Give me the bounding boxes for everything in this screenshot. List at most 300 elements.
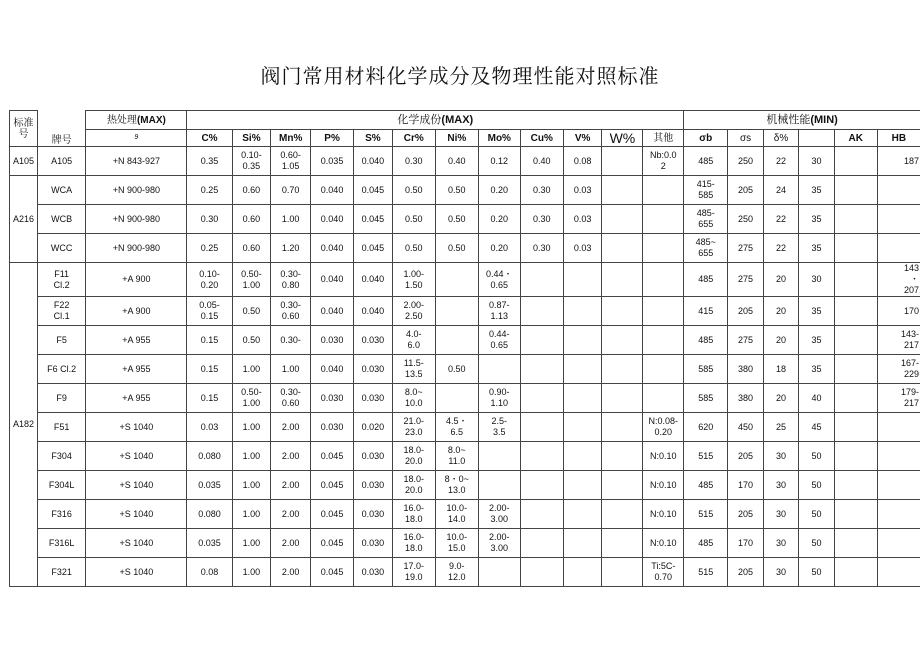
col-header: HB — [877, 130, 920, 147]
cell-cu — [520, 384, 563, 413]
cell-w — [602, 205, 643, 234]
cell-d: 22 — [763, 234, 798, 263]
cell-s: 0.045 — [354, 176, 393, 205]
cell-si: 0.50- 1.00 — [232, 263, 271, 297]
cell-heat: +A 955 — [86, 355, 187, 384]
cell-hb — [877, 205, 920, 234]
cell-ak — [834, 263, 877, 297]
cell-d: 22 — [763, 147, 798, 176]
table-row — [10, 326, 920, 355]
cell-ss: 205 — [728, 558, 763, 587]
cell-si: 0.60 — [232, 205, 271, 234]
cell-d: 30 — [763, 558, 798, 587]
cell-w — [602, 234, 643, 263]
cell-grade: F321 — [37, 558, 85, 587]
cell-m4: 40 — [799, 384, 834, 413]
col-header: C% — [187, 130, 232, 147]
cell-hb: 143- 217 — [877, 326, 920, 355]
cell-si: 0.50 — [232, 326, 271, 355]
cell-other: Nb:0.0 2 — [643, 147, 684, 176]
cell-sb: 485 — [684, 471, 728, 500]
cell-w — [602, 263, 643, 297]
cell-mn: 0.30- 0.80 — [271, 263, 311, 297]
cell-heat: +S 1040 — [86, 500, 187, 529]
cell-cu — [520, 500, 563, 529]
cell-m4: 35 — [799, 297, 834, 326]
cell-sb: 620 — [684, 413, 728, 442]
cell-mn: 2.00 — [271, 500, 311, 529]
cell-other: N:0.08- 0.20 — [643, 413, 684, 442]
cell-w — [602, 471, 643, 500]
cell-mn: 1.00 — [271, 355, 311, 384]
header-grade: 牌号 — [37, 111, 85, 147]
cell-v — [563, 355, 602, 384]
col-header: Mo% — [478, 130, 520, 147]
cell-ni: 8・0~ 13.0 — [435, 471, 478, 500]
cell-cu — [520, 263, 563, 297]
cell-c: 0.25 — [187, 234, 232, 263]
cell-ni: 0.50 — [435, 355, 478, 384]
cell-sb: 415 — [684, 297, 728, 326]
cell-m4: 35 — [799, 355, 834, 384]
cell-hb — [877, 558, 920, 587]
header-standard: 标准号 — [10, 111, 38, 147]
cell-sb: 415- 585 — [684, 176, 728, 205]
cell-s: 0.040 — [354, 147, 393, 176]
cell-ss: 275 — [728, 234, 763, 263]
cell-c: 0.080 — [187, 442, 232, 471]
cell-sb: 515 — [684, 558, 728, 587]
cell-c: 0.15 — [187, 355, 232, 384]
cell-p: 0.040 — [311, 355, 354, 384]
header-heat-treatment: 热处理(MAX) — [86, 111, 187, 130]
cell-ni: 4.5・ 6.5 — [435, 413, 478, 442]
col-header: σb — [684, 130, 728, 147]
cell-w — [602, 147, 643, 176]
cell-mo: 0.12 — [478, 147, 520, 176]
cell-ss: 205 — [728, 176, 763, 205]
cell-grade: F9 — [37, 384, 85, 413]
cell-ak — [834, 413, 877, 442]
cell-s: 0.030 — [354, 355, 393, 384]
cell-mn: 0.30- 0.60 — [271, 297, 311, 326]
cell-cr: 0.50 — [392, 176, 435, 205]
cell-ss: 250 — [728, 205, 763, 234]
cell-ak — [834, 558, 877, 587]
cell-ni — [435, 384, 478, 413]
cell-ni: 0.50 — [435, 234, 478, 263]
cell-mn: 2.00 — [271, 529, 311, 558]
cell-other: Ti:5C- 0.70 — [643, 558, 684, 587]
cell-m4: 50 — [799, 471, 834, 500]
cell-d: 30 — [763, 529, 798, 558]
cell-mo — [478, 471, 520, 500]
table-row — [10, 263, 920, 297]
cell-v: 0.03 — [563, 205, 602, 234]
table-row — [10, 384, 920, 413]
cell-v: 0.03 — [563, 176, 602, 205]
cell-cu: 0.40 — [520, 147, 563, 176]
cell-grade: WCA — [37, 176, 85, 205]
cell-mn: 2.00 — [271, 558, 311, 587]
cell-cu — [520, 355, 563, 384]
table-body — [10, 147, 920, 587]
cell-ni: 8.0~ 11.0 — [435, 442, 478, 471]
cell-heat: +S 1040 — [86, 442, 187, 471]
cell-grade: F304L — [37, 471, 85, 500]
cell-cu: 0.30 — [520, 176, 563, 205]
cell-s: 0.040 — [354, 263, 393, 297]
cell-s: 0.030 — [354, 500, 393, 529]
cell-v — [563, 384, 602, 413]
table-row — [10, 529, 920, 558]
cell-ss: 205 — [728, 442, 763, 471]
cell-heat: +A 955 — [86, 326, 187, 355]
cell-ak — [834, 234, 877, 263]
cell-ni: 10.0- 14.0 — [435, 500, 478, 529]
cell-si: 0.50- 1.00 — [232, 384, 271, 413]
cell-heat: +N 843-927 — [86, 147, 187, 176]
cell-other: N:0.10 — [643, 529, 684, 558]
cell-heat: +A 955 — [86, 384, 187, 413]
cell-mn: 2.00 — [271, 413, 311, 442]
cell-cr: 21.0- 23.0 — [392, 413, 435, 442]
cell-other: N:0.10 — [643, 442, 684, 471]
cell-w — [602, 500, 643, 529]
table-row — [10, 500, 920, 529]
cell-mo — [478, 558, 520, 587]
cell-d: 22 — [763, 205, 798, 234]
cell-c: 0.03 — [187, 413, 232, 442]
cell-heat: +S 1040 — [86, 413, 187, 442]
cell-m4: 50 — [799, 442, 834, 471]
cell-s: 0.030 — [354, 384, 393, 413]
cell-ak — [834, 471, 877, 500]
table-row — [10, 176, 920, 205]
cell-ss: 250 — [728, 147, 763, 176]
cell-p: 0.030 — [311, 413, 354, 442]
cell-mo: 0.90- 1.10 — [478, 384, 520, 413]
cell-v — [563, 471, 602, 500]
cell-grade: WCB — [37, 205, 85, 234]
cell-grade: F22 Cl.1 — [37, 297, 85, 326]
cell-sb: 585 — [684, 355, 728, 384]
cell-ss: 380 — [728, 355, 763, 384]
col-header — [799, 130, 834, 147]
cell-cr: 0.50 — [392, 205, 435, 234]
cell-hb: 187 — [877, 147, 920, 176]
cell-mo: 0.44・ 0.65 — [478, 263, 520, 297]
cell-w — [602, 442, 643, 471]
cell-grade: WCC — [37, 234, 85, 263]
cell-p: 0.035 — [311, 147, 354, 176]
cell-hb — [877, 442, 920, 471]
cell-other — [643, 355, 684, 384]
cell-ss: 275 — [728, 326, 763, 355]
cell-other: N:0.10 — [643, 500, 684, 529]
cell-cr: 17.0- 19.0 — [392, 558, 435, 587]
table-row — [10, 413, 920, 442]
col-header: Cr% — [392, 130, 435, 147]
cell-d: 20 — [763, 297, 798, 326]
cell-d: 30 — [763, 442, 798, 471]
cell-si: 1.00 — [232, 558, 271, 587]
cell-sb: 485~ 655 — [684, 234, 728, 263]
cell-c: 0.15 — [187, 384, 232, 413]
cell-ni — [435, 297, 478, 326]
cell-v: 0.08 — [563, 147, 602, 176]
cell-cu: 0.30 — [520, 205, 563, 234]
cell-cu — [520, 471, 563, 500]
cell-grade: F6 Cl.2 — [37, 355, 85, 384]
cell-w — [602, 529, 643, 558]
cell-si: 1.00 — [232, 471, 271, 500]
cell-cr: 18.0- 20.0 — [392, 471, 435, 500]
header-chemical-group: 化学成份(MAX) — [187, 111, 684, 130]
header-mechanical-group: 机械性能(MIN) — [684, 111, 920, 130]
cell-p: 0.045 — [311, 500, 354, 529]
cell-si: 1.00 — [232, 500, 271, 529]
standard-cell: A216 — [10, 176, 38, 263]
col-header: 其他 — [643, 130, 684, 147]
page-title: 阀门常用材料化学成分及物理性能对照标准 — [260, 64, 660, 88]
cell-v — [563, 326, 602, 355]
table-row — [10, 558, 920, 587]
cell-mo: 0.87- 1.13 — [478, 297, 520, 326]
cell-v — [563, 558, 602, 587]
cell-w — [602, 355, 643, 384]
cell-v — [563, 442, 602, 471]
cell-m4: 50 — [799, 529, 834, 558]
cell-ni: 0.40 — [435, 147, 478, 176]
cell-grade: F5 — [37, 326, 85, 355]
cell-ss: 170 — [728, 471, 763, 500]
cell-mo: 0.20 — [478, 176, 520, 205]
cell-s: 0.045 — [354, 205, 393, 234]
cell-w — [602, 297, 643, 326]
cell-mn: 0.60- 1.05 — [271, 147, 311, 176]
cell-cr: 2.00- 2.50 — [392, 297, 435, 326]
cell-p: 0.030 — [311, 384, 354, 413]
cell-ss: 275 — [728, 263, 763, 297]
cell-v — [563, 500, 602, 529]
cell-cu — [520, 558, 563, 587]
cell-v — [563, 529, 602, 558]
cell-m4: 50 — [799, 500, 834, 529]
table-row — [10, 355, 920, 384]
cell-mo — [478, 355, 520, 384]
cell-cu — [520, 442, 563, 471]
cell-d: 20 — [763, 263, 798, 297]
cell-mo: 2.5- 3.5 — [478, 413, 520, 442]
cell-c: 0.035 — [187, 471, 232, 500]
cell-v — [563, 297, 602, 326]
cell-grade: F304 — [37, 442, 85, 471]
cell-w — [602, 558, 643, 587]
cell-cr: 0.30 — [392, 147, 435, 176]
cell-grade: F51 — [37, 413, 85, 442]
cell-ak — [834, 297, 877, 326]
table-row — [10, 147, 920, 176]
cell-d: 30 — [763, 500, 798, 529]
cell-p: 0.040 — [311, 263, 354, 297]
cell-hb — [877, 176, 920, 205]
cell-d: 20 — [763, 384, 798, 413]
col-header: Cu% — [520, 130, 563, 147]
cell-ak — [834, 442, 877, 471]
cell-m4: 35 — [799, 205, 834, 234]
standard-cell: A182 — [10, 263, 38, 587]
col-header: S% — [354, 130, 393, 147]
cell-ak — [834, 205, 877, 234]
col-header: Ni% — [435, 130, 478, 147]
cell-hb — [877, 500, 920, 529]
cell-si: 1.00 — [232, 413, 271, 442]
cell-si: 0.10- 0.35 — [232, 147, 271, 176]
cell-w — [602, 176, 643, 205]
cell-ak — [834, 147, 877, 176]
cell-cu — [520, 326, 563, 355]
cell-p: 0.045 — [311, 529, 354, 558]
cell-c: 0.035 — [187, 529, 232, 558]
cell-mn: 1.00 — [271, 205, 311, 234]
cell-p: 0.045 — [311, 442, 354, 471]
cell-d: 20 — [763, 326, 798, 355]
table-row — [10, 234, 920, 263]
table-row — [10, 205, 920, 234]
cell-heat: +N 900-980 — [86, 176, 187, 205]
cell-sb: 585 — [684, 384, 728, 413]
cell-s: 0.040 — [354, 297, 393, 326]
cell-other — [643, 205, 684, 234]
cell-mo: 2.00- 3.00 — [478, 500, 520, 529]
cell-cu — [520, 413, 563, 442]
cell-hb: 170 — [877, 297, 920, 326]
cell-si: 0.50 — [232, 297, 271, 326]
cell-ak — [834, 355, 877, 384]
cell-s: 0.030 — [354, 326, 393, 355]
cell-si: 1.00 — [232, 529, 271, 558]
cell-mn: 0.70 — [271, 176, 311, 205]
col-header: Si% — [232, 130, 271, 147]
cell-c: 0.05- 0.15 — [187, 297, 232, 326]
cell-c: 0.35 — [187, 147, 232, 176]
cell-s: 0.030 — [354, 471, 393, 500]
cell-c: 0.08 — [187, 558, 232, 587]
col-header: V% — [563, 130, 602, 147]
cell-other: N:0.10 — [643, 471, 684, 500]
cell-other — [643, 297, 684, 326]
cell-sb: 485 — [684, 529, 728, 558]
cell-hb: 179- 217 — [877, 384, 920, 413]
cell-m4: 30 — [799, 147, 834, 176]
cell-c: 0.080 — [187, 500, 232, 529]
cell-cr: 16.0- 18.0 — [392, 500, 435, 529]
cell-grade: F316 — [37, 500, 85, 529]
cell-c: 0.10- 0.20 — [187, 263, 232, 297]
cell-ss: 380 — [728, 384, 763, 413]
cell-ak — [834, 384, 877, 413]
cell-grade: F11 Cl.2 — [37, 263, 85, 297]
cell-sb: 485- 655 — [684, 205, 728, 234]
cell-s: 0.030 — [354, 442, 393, 471]
col-header: δ% — [763, 130, 798, 147]
col-header: σs — [728, 130, 763, 147]
cell-ni: 0.50 — [435, 176, 478, 205]
cell-w — [602, 413, 643, 442]
table-row — [10, 297, 920, 326]
cell-hb — [877, 234, 920, 263]
cell-cu — [520, 297, 563, 326]
col-header: Mn% — [271, 130, 311, 147]
cell-mn: 2.00 — [271, 471, 311, 500]
cell-ni — [435, 263, 478, 297]
cell-ss: 450 — [728, 413, 763, 442]
cell-ni — [435, 326, 478, 355]
cell-si: 0.60 — [232, 176, 271, 205]
cell-si: 1.00 — [232, 442, 271, 471]
cell-ss: 205 — [728, 500, 763, 529]
cell-c: 0.15 — [187, 326, 232, 355]
cell-ak — [834, 326, 877, 355]
cell-hb — [877, 471, 920, 500]
cell-heat: +S 1040 — [86, 529, 187, 558]
cell-w — [602, 326, 643, 355]
cell-hb: 167- 229 — [877, 355, 920, 384]
cell-c: 0.30 — [187, 205, 232, 234]
cell-p: 0.040 — [311, 205, 354, 234]
cell-cr: 8.0~ 10.0 — [392, 384, 435, 413]
cell-w — [602, 384, 643, 413]
cell-cu — [520, 529, 563, 558]
cell-p: 0.030 — [311, 326, 354, 355]
cell-v: 0.03 — [563, 234, 602, 263]
cell-mn: 0.30- — [271, 326, 311, 355]
cell-s: 0.045 — [354, 234, 393, 263]
cell-mo: 0.44- 0.65 — [478, 326, 520, 355]
cell-hb: 143 ・ 207 — [877, 263, 920, 297]
cell-sb: 485 — [684, 326, 728, 355]
cell-heat: +N 900-980 — [86, 234, 187, 263]
cell-sb: 485 — [684, 263, 728, 297]
cell-ss: 170 — [728, 529, 763, 558]
col-header: AK — [834, 130, 877, 147]
standard-cell: A105 — [10, 147, 38, 176]
cell-cr: 16.0- 18.0 — [392, 529, 435, 558]
cell-v — [563, 413, 602, 442]
cell-cr: 4.0- 6.0 — [392, 326, 435, 355]
cell-si: 1.00 — [232, 355, 271, 384]
cell-ni: 10.0- 15.0 — [435, 529, 478, 558]
cell-sb: 515 — [684, 442, 728, 471]
cell-sb: 485 — [684, 147, 728, 176]
cell-sb: 515 — [684, 500, 728, 529]
material-standards-table — [9, 110, 920, 587]
cell-d: 24 — [763, 176, 798, 205]
cell-cr: 0.50 — [392, 234, 435, 263]
cell-si: 0.60 — [232, 234, 271, 263]
cell-p: 0.040 — [311, 234, 354, 263]
cell-heat: +N 900-980 — [86, 205, 187, 234]
cell-d: 25 — [763, 413, 798, 442]
cell-mn: 2.00 — [271, 442, 311, 471]
cell-mo: 0.20 — [478, 205, 520, 234]
cell-ak — [834, 500, 877, 529]
cell-mn: 0.30- 0.60 — [271, 384, 311, 413]
cell-v — [563, 263, 602, 297]
col-header: P% — [311, 130, 354, 147]
cell-m4: 35 — [799, 326, 834, 355]
